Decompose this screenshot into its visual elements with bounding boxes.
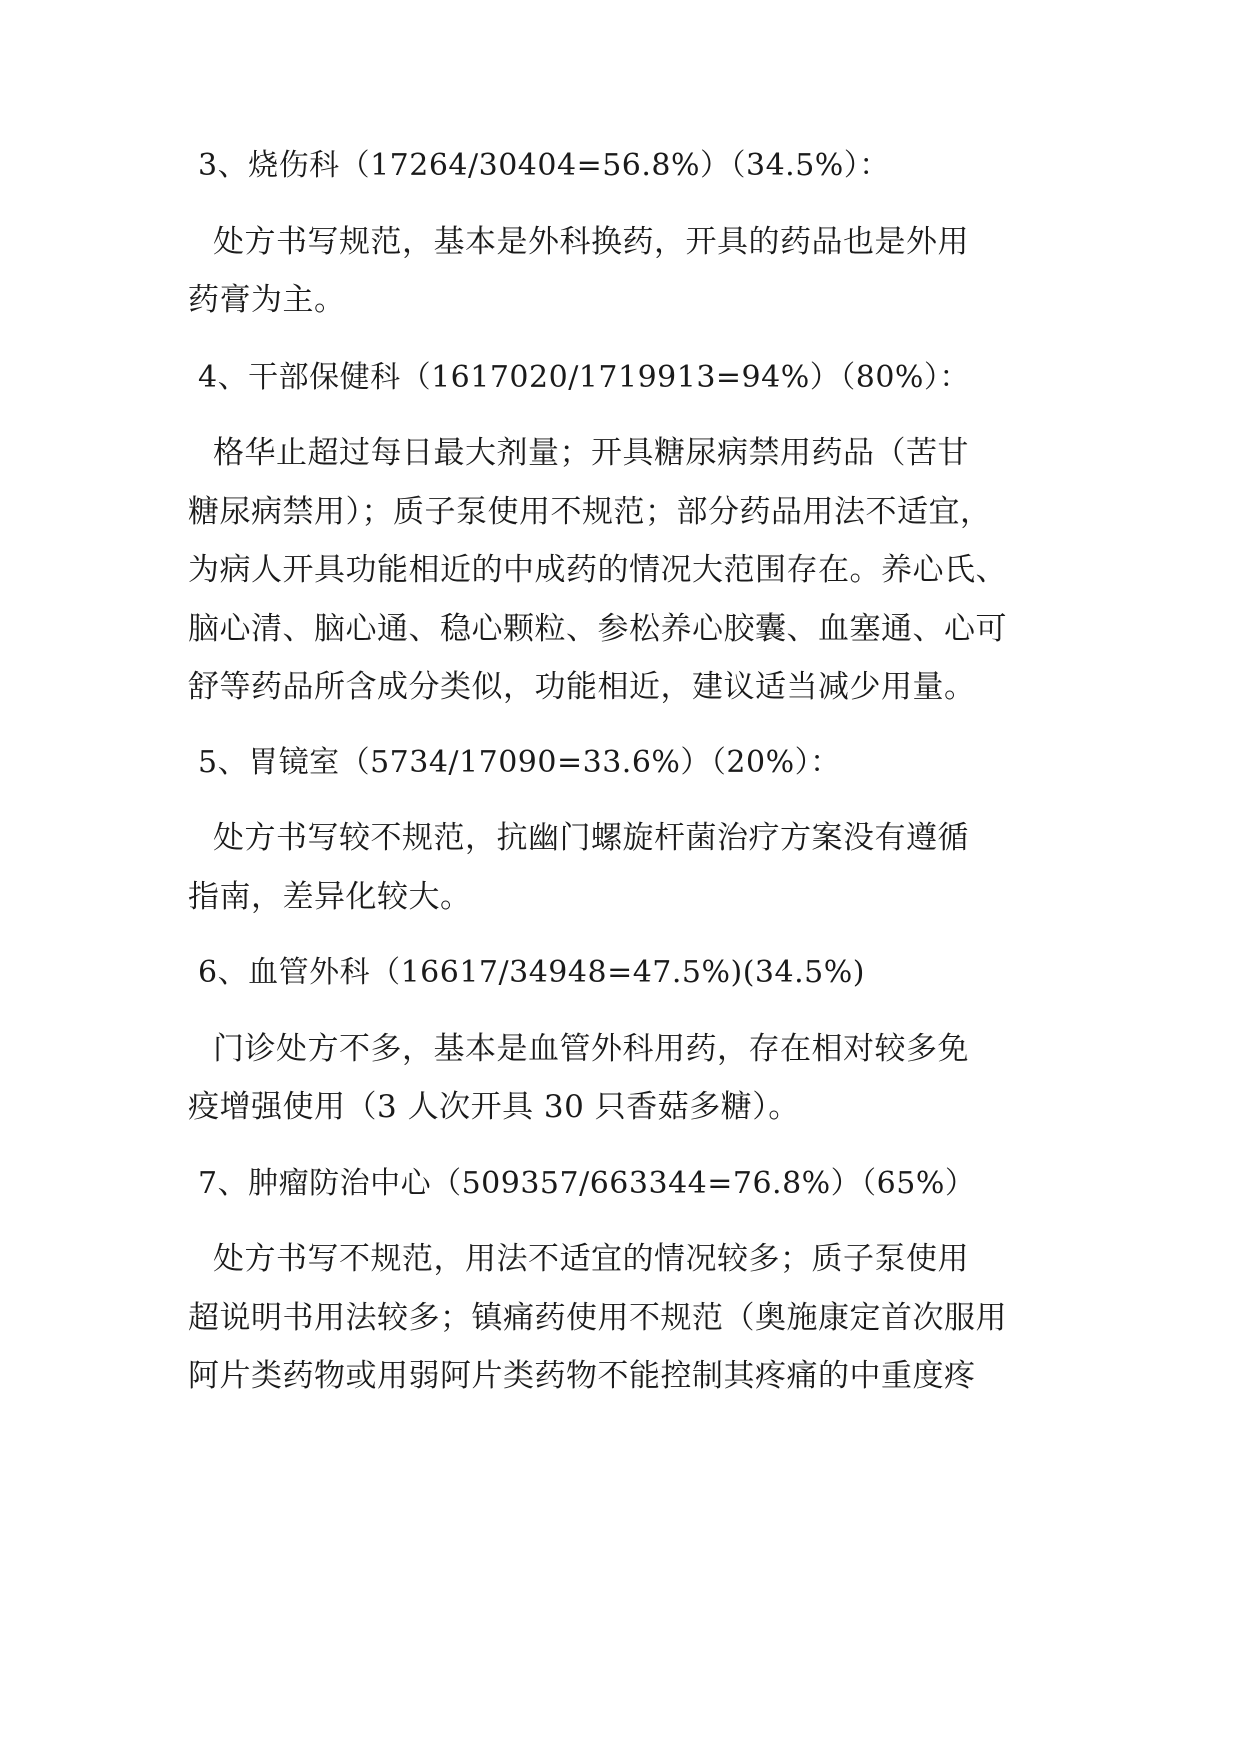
paragraph-line: 超说明书用法较多；镇痛药使用不规范（奥施康定首次服用 (188, 1300, 1007, 1336)
section-heading-vascular-surgery: 6、血管外科（16617/34948=47.5%)(34.5%) (198, 955, 865, 990)
paragraph-line: 格华止超过每日最大剂量；开具糖尿病禁用药品（苦甘 (213, 435, 969, 471)
section-heading-burns: 3、烧伤科（17264/30404=56.8%）（34.5%）： (198, 148, 890, 183)
paragraph-line: 舒等药品所含成分类似，功能相近，建议适当减少用量。 (188, 669, 976, 705)
section-heading-oncology-center: 7、肿瘤防治中心（509357/663344=76.8%）（65%） (198, 1166, 976, 1201)
paragraph-line: 糖尿病禁用）；质子泵使用不规范；部分药品用法不适宜， (188, 494, 992, 530)
section-heading-cadre-health: 4、干部保健科（1617020/1719913=94%）（80%）： (198, 360, 970, 395)
section-heading-gastroscopy: 5、胃镜室（5734/17090=33.6%）（20%）： (198, 745, 841, 780)
paragraph-line: 药膏为主。 (188, 282, 346, 318)
paragraph-line: 处方书写较不规范，抗幽门螺旋杆菌治疗方案没有遵循 (213, 820, 969, 856)
paragraph-line: 疫增强使用（3 人次开具 30 只香菇多糖）。 (188, 1089, 800, 1125)
paragraph-line: 脑心清、脑心通、稳心颗粒、参松养心胶囊、血塞通、心可 (188, 611, 1007, 647)
paragraph-line: 指南，差异化较大。 (188, 879, 472, 915)
paragraph-line: 处方书写不规范，用法不适宜的情况较多；质子泵使用 (213, 1241, 969, 1277)
paragraph-line: 阿片类药物或用弱阿片类药物不能控制其疼痛的中重度疼 (188, 1358, 976, 1394)
paragraph-line: 处方书写规范，基本是外科换药，开具的药品也是外用 (213, 224, 969, 260)
paragraph-line: 门诊处方不多，基本是血管外科用药，存在相对较多免 (213, 1031, 969, 1067)
paragraph-line: 为病人开具功能相近的中成药的情况大范围存在。养心氏、 (188, 552, 1007, 588)
